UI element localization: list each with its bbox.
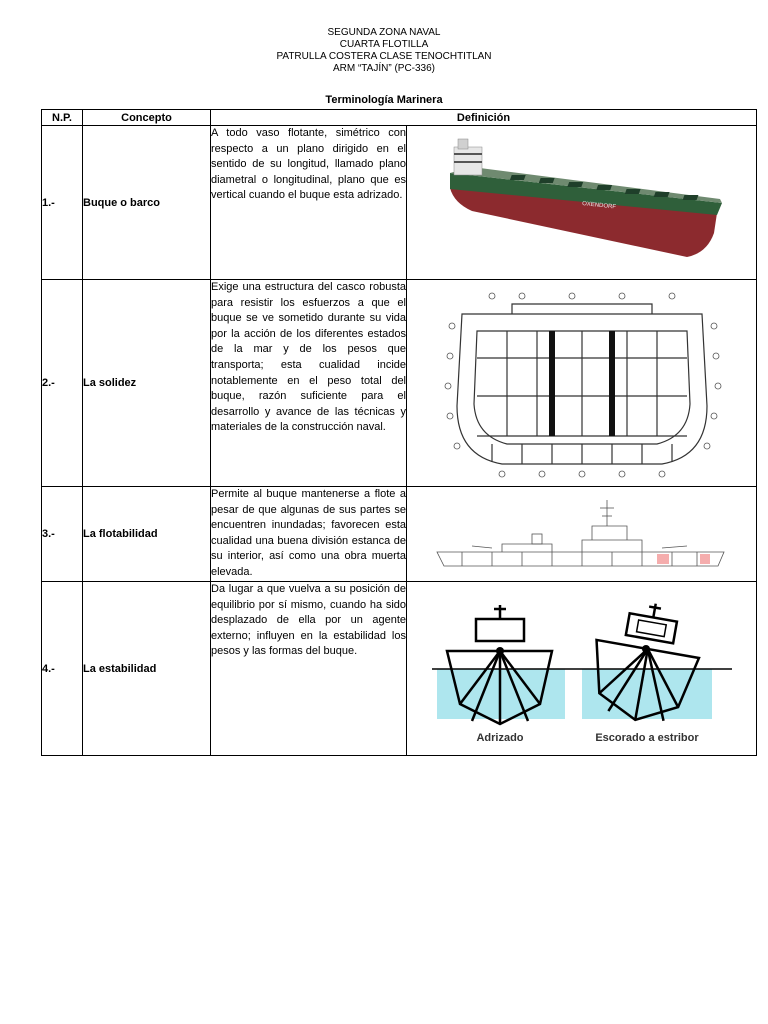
row-number: 1.- [42, 126, 83, 280]
header-np: N.P. [42, 110, 83, 126]
document-title: Terminología Marinera [325, 94, 443, 106]
row-concept: La estabilidad [83, 582, 211, 756]
hull-structure-diagram [432, 286, 732, 481]
terminology-table [41, 109, 757, 756]
ship-name-label: OXENDORF [581, 200, 616, 211]
warship-profile-diagram [432, 494, 732, 574]
hull-cross-section-image [407, 280, 757, 487]
upright-label: Adrizado [475, 731, 524, 744]
table-row [42, 582, 757, 756]
row-definition: Permite al buque mantenerse a flote a pesar de que algunas de sus partes se encuentren inundadas; favorecen esta cualidad una buena división estanca de su interior, así como una obra muerta elevada. [211, 487, 407, 582]
header-line-3: PATRULLA COSTERA CLASE TENOCHTITLAN [276, 51, 492, 62]
cargo-ship-image [407, 126, 757, 280]
cargo-ship-illustration [432, 133, 732, 273]
row-definition: Da lugar a que vuelva a su posición de equilibrio por sí mismo, cuando ha sido desplazado de ella por un agente externo; influyen en la estabilidad los pesos y las formas del buque. [211, 582, 407, 756]
header-concepto: Concepto [83, 110, 211, 126]
table-row [42, 487, 757, 582]
document-header [0, 27, 768, 75]
row-concept: La solidez [83, 280, 211, 487]
row-number: 2.- [42, 280, 83, 487]
stability-diagram-image [407, 582, 757, 756]
header-definicion: Definición [211, 110, 757, 126]
header-line-4: ARM “TAJÍN” (PC-336) [332, 63, 436, 74]
row-number: 4.- [42, 582, 83, 756]
stability-diagram [432, 589, 732, 749]
row-definition: A todo vaso flotante, simétrico con respecto a un plano dirigido en el sentido de su longitud, llamado plano diametral o longitudinal, plano que es vertical cuando el buque esta adrizado. [211, 126, 407, 280]
header-line-1: SEGUNDA ZONA NAVAL [327, 27, 441, 38]
row-definition: Exige una estructura del casco robusta para resistir los esfuerzos a que el buque se ve sometido durante su vida por la acción de los diferentes estados de la mar y de los pesos que transporta; esta cualidad incide notablemente en el peso total del buque, razón suficiente para el desarrollo y avance de las técnicas y materiales de la construcción naval. [211, 280, 407, 487]
row-concept: Buque o barco [83, 126, 211, 280]
table-header-row [42, 110, 757, 126]
header-line-2: CUARTA FLOTILLA [339, 39, 429, 50]
heeled-label: Escorado a estribor [594, 731, 699, 744]
table-row [42, 126, 757, 280]
row-number: 3.- [42, 487, 83, 582]
table-row [42, 280, 757, 487]
warship-profile-image [407, 487, 757, 582]
row-concept: La flotabilidad [83, 487, 211, 582]
